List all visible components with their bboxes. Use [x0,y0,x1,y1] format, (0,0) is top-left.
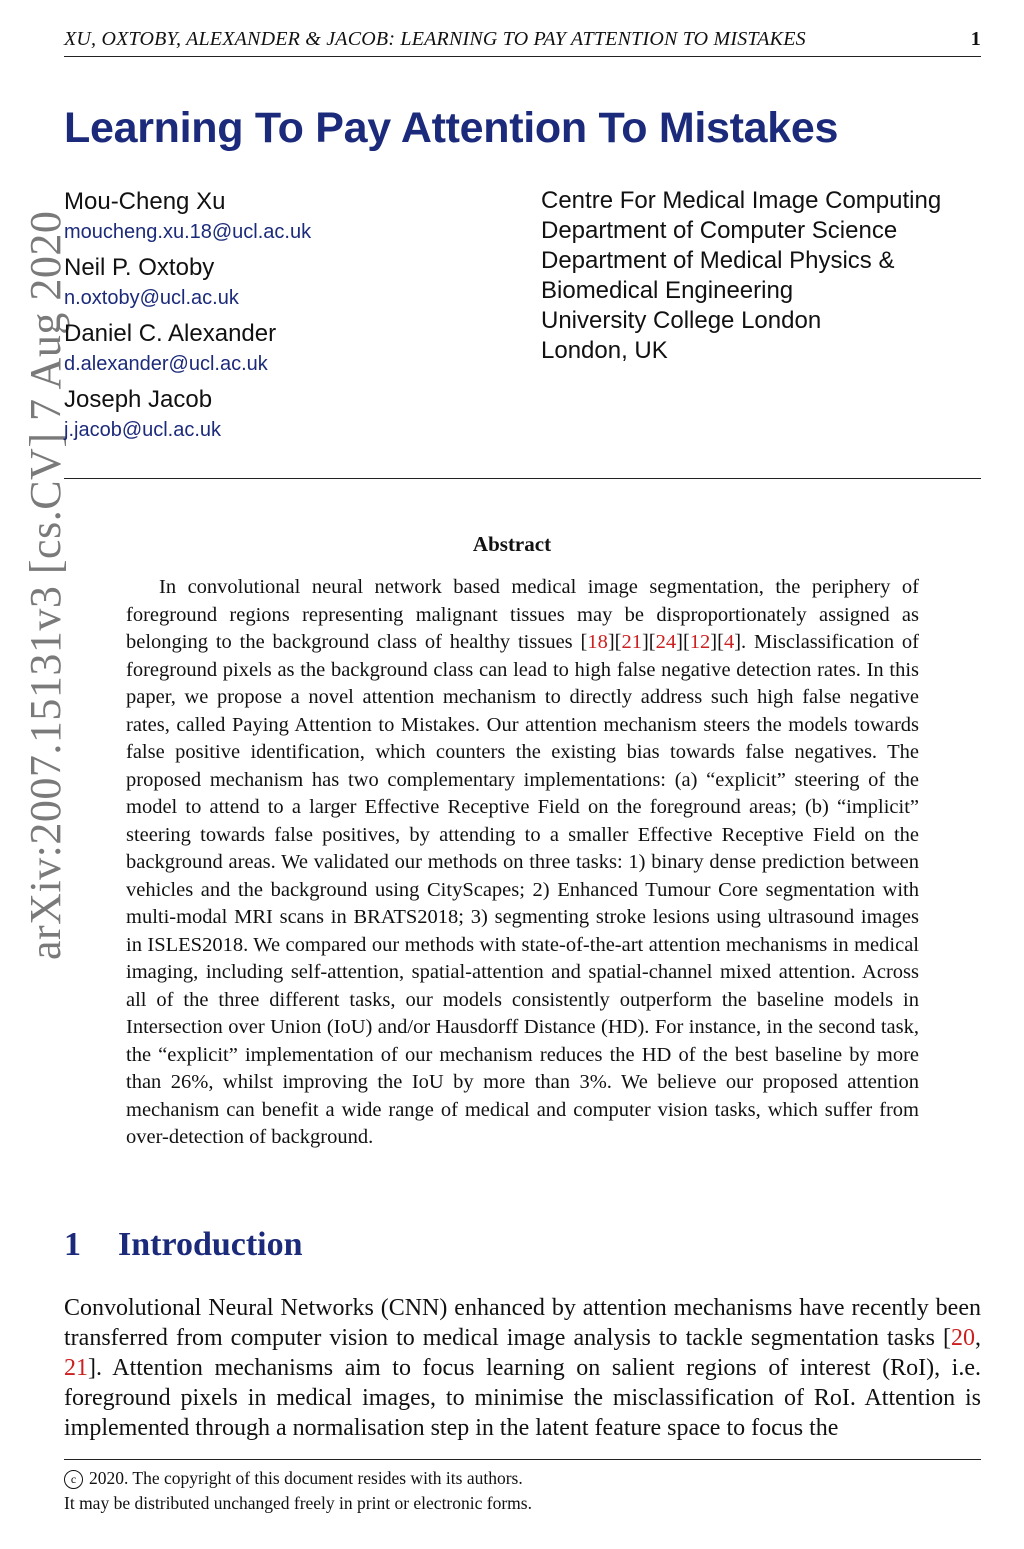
running-head-title: XU, OXTOBY, ALEXANDER & JACOB: LEARNING TO PAY ATTENTION TO MISTAKES [64,28,806,50]
affiliation-line: University College London [541,307,822,334]
citation-link[interactable]: 21 [64,1355,88,1381]
section-heading [64,1226,303,1264]
author [64,186,504,246]
page-number: 1 [970,28,981,50]
author-email-link[interactable]: j.jacob@ucl.ac.uk [64,419,222,441]
author-list [64,186,504,450]
footnote-text-1: 2020. The copyright of this document resides with its authors. [89,1468,523,1488]
author-name: Mou-Cheng Xu [64,188,226,215]
affiliation-line: London, UK [541,337,668,364]
affiliation [541,186,981,366]
author-name: Daniel C. Alexander [64,320,277,347]
footnote-line-2: It may be distributed unchanged freely in print or electronic forms. [64,1493,532,1513]
affiliation-line: Centre For Medical Image Computing [541,187,942,214]
abstract-text-end: . Misclassification of foreground pixels as the background class can lead to high false negative detection rates. In this paper, we propose a novel attention mechanism to directly address such high false negative rates, called Paying Attention to Mistakes. Our attention mechanism steers the models towards false positive identification, which counters the existing bias towards false negatives. The proposed mechanism has two complementary implementations: (a) “explicit” steering of the model to attend to a larger Effective Receptive Field on the foreground areas; (b) “implicit” steering towards false positives, by attending to a smaller Effective Receptive Field on the background areas. We validated our methods on three tasks: 1) binary dense prediction between vehicles and the background using CityScapes; 2) Enhanced Tumour Core segmentation with multi-modal MRI scans in BRATS2018; 3) segmenting stroke lesions using ultrasound images in ISLES2018. We compared our methods with state-of-the-art attention mechanisms in medical imaging, including self-attention, spatial-attention and spatial-channel mixed attention. Across all of the three different tasks, our models consistently outperform the baseline models in Intersection over Union (IoU) and/or Hausdorff Distance (HD). For instance, in the second task, the “explicit” implementation of our mechanism reduces the HD of the best baseline by more than 26%, whilst improving the IoU by more than 3%. We believe our proposed attention mechanism can benefit a wide range of medical and computer vision tasks, which suffer from over-detection of background. [126,631,919,1148]
author [64,384,504,444]
affiliation-line: Department of Computer Science [541,217,898,244]
citation-link[interactable]: 18 [587,631,608,653]
footnote-line-1 [64,1466,981,1491]
abstract-text: In convolutional neural network based medical image segmentation, the periphery of foreground regions representing malignant tissues may be disproportionately assigned as belonging to the background class of healthy tissues [18][21][24][12][4]. Misclassification of foreground pixels as the background class can lead to high false negative detection rates. In this paper, we propose a novel attention mechanism to directly address such high false negative rates, called Paying Attention to Mistakes. Our attention mechanism steers the models towards false positive identification, which counters the existing bias towards false negatives. The proposed mechanism has two complementary implementations: (a) “explicit” steering of the model to attend to a larger Effective Receptive Field on the foreground areas; (b) “implicit” steering towards false positives, by attending to a smaller Effective Receptive Field on the background areas. We validated our methods on three tasks: 1) binary dense prediction between vehicles and the background using CityScapes; 2) Enhanced Tumour Core segmentation with multi-modal MRI scans in BRATS2018; 3) segmenting stroke lesions using ultrasound images in ISLES2018. We compared our methods with state-of-the-art attention mechanisms in medical imaging, including self-attention, spatial-attention and spatial-channel mixed attention. Across all of the three different tasks, our models consistently outperform the baseline models in Intersection over Union (IoU) and/or Hausdorff Distance (HD). For instance, in the second task, the “explicit” implementation of our mechanism reduces the HD of the best baseline by more than 26%, whilst improving the IoU by more than 3%. We believe our proposed attention mechanism can benefit a wide range of medical and computer vision tasks, which suffer from over-detection of background. [126,576,919,1148]
affiliation-line: Biomedical Engineering [541,277,794,304]
header-divider [64,478,981,479]
copyright-footnote [64,1459,981,1516]
author [64,252,504,312]
intro-text-end: . Attention mechanisms aim to focus learning on salient regions of interest (RoI), i.e. foreground pixels in medical images, to minimise the misclassification of RoI. Attention is implemented through a normalisation step in the latent feature space to focus the [64,1355,981,1441]
citation-link[interactable]: 21 [621,631,642,653]
introduction-text: Convolutional Neural Networks (CNN) enhanced by attention mechanisms have recently been transferred from computer vision to medical image analysis to tackle segmentation tasks [20, 21]. Attention mechanisms aim to focus learning on salient regions of interest (RoI), i.e. foreground pixels in medical images, to minimise the misclassification of RoI. Attention is implemented through a normalisation step in the latent feature space to focus the [64,1295,981,1441]
abstract-heading: Abstract [472,532,552,556]
section-title: Introduction [118,1226,303,1263]
author-email-link[interactable]: d.alexander@ucl.ac.uk [64,353,268,375]
citation-link[interactable]: 4 [723,631,735,653]
abstract-text-start: In convolutional neural network based medical image segmentation, the periphery of foreground regions representing malignant tissues may be disproportionately assigned as belonging to the background class of healthy tissues [126,576,919,653]
author-name: Joseph Jacob [64,386,213,413]
author [64,318,504,378]
author-name: Neil P. Oxtoby [64,254,215,281]
author-email-link[interactable]: moucheng.xu.18@ucl.ac.uk [64,221,312,243]
paper-title: Learning To Pay Attention To Mistakes [64,104,839,152]
running-head [64,26,981,57]
citation-link[interactable]: 12 [689,631,711,653]
intro-text-start: Convolutional Neural Networks (CNN) enhanced by attention mechanisms have recently been transferred from computer vision to medical image analysis to tackle segmentation tasks [64,1295,981,1351]
citation-link[interactable]: 20 [951,1325,975,1351]
citation-link[interactable]: 24 [655,631,677,653]
affiliation-line: Department of Medical Physics & [541,247,895,274]
copyright-icon: c [64,1470,83,1489]
arxiv-stamp: arXiv:2007.15131v3 [cs.CV] 7 Aug 2020 [21,210,70,960]
section-number: 1 [64,1226,81,1263]
author-email-link[interactable]: n.oxtoby@ucl.ac.uk [64,287,239,309]
